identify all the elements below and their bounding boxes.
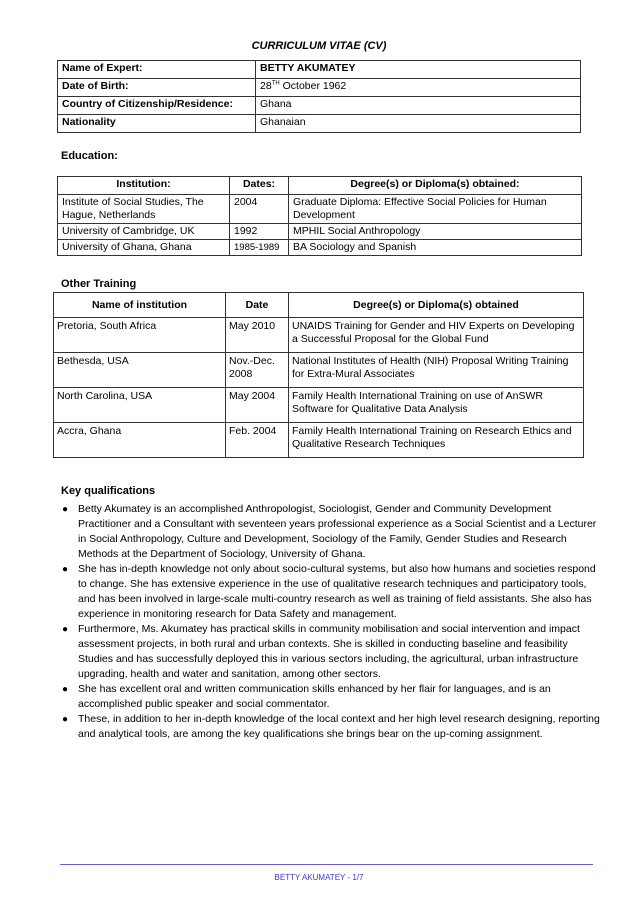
education-table	[57, 176, 582, 256]
document-title: CURRICULUM VITAE (CV)	[251, 40, 387, 52]
table-cell: Pretoria, South Africa	[54, 318, 226, 353]
name-value: BETTY AKUMATEY	[256, 61, 581, 79]
table-cell: MPHIL Social Anthropology	[289, 224, 582, 240]
list-item	[60, 682, 600, 712]
training-table	[53, 292, 584, 458]
column-header: Date	[226, 293, 289, 318]
list-item-text: These, in addition to her in-depth knowledge of the local context and her high level research designing, reporting and analytical tools, are among the key qualifications she brings bear on the up-coming assignment.	[78, 713, 600, 740]
table-cell: Institute of Social Studies, The Hague, Netherlands	[58, 195, 230, 224]
list-item-text: She has in-depth knowledge not only about socio-cultural systems, but also how humans and societies respond to change. She has extensive experience in the use of qualitative research techniques and participatory tools, and has been involved in large-scale multi-country research as well as training of field assistants. She also has experience in monitoring research for Data Safety and management.	[78, 563, 596, 620]
dob-suffix: TH	[271, 80, 280, 87]
table-row	[54, 353, 584, 388]
list-item	[60, 712, 600, 742]
table-header-row	[58, 177, 582, 195]
bullet-icon: ●	[62, 714, 69, 725]
table-cell: May 2010	[226, 318, 289, 353]
list-item	[60, 622, 600, 682]
table-row	[58, 115, 581, 133]
table-row	[58, 195, 582, 224]
page-footer: BETTY AKUMATEY - 1/7	[274, 873, 364, 882]
name-label: Name of Expert:	[58, 61, 256, 79]
table-row	[58, 97, 581, 115]
table-row	[54, 423, 584, 458]
table-cell: May 2004	[226, 388, 289, 423]
qualifications-heading: Key qualifications	[61, 485, 156, 497]
table-cell: Family Health International Training on Research Ethics and Qualitative Research Techniques	[289, 423, 584, 458]
dob-value	[256, 79, 581, 97]
column-header: Dates:	[230, 177, 289, 195]
bullet-icon: ●	[62, 624, 69, 635]
nationality-label: Nationality	[58, 115, 256, 133]
citizenship-value: Ghana	[256, 97, 581, 115]
table-cell: 1985-1989	[230, 240, 289, 256]
table-cell: UNAIDS Training for Gender and HIV Experts on Developing a Successful Proposal for the Global Fund	[289, 318, 584, 353]
column-header: Degree(s) or Diploma(s) obtained	[289, 293, 584, 318]
column-header: Name of institution	[54, 293, 226, 318]
list-item-text: Betty Akumatey is an accomplished Anthropologist, Sociologist, Gender and Community Development Practitioner and a Consultant with seventeen years professional experience as a Social Scientist and a Lecturer in Social Anthropology, Culture and Development, Sociology of the Family, Gender Studies and Research Methods at the Department of Sociology, University of Ghana.	[78, 503, 597, 560]
bullet-icon: ●	[62, 504, 69, 515]
education-heading: Education:	[61, 150, 118, 162]
table-cell: North Carolina, USA	[54, 388, 226, 423]
column-header: Degree(s) or Diploma(s) obtained:	[289, 177, 582, 195]
table-cell: Family Health International Training on use of AnSWR Software for Qualitative Data Analysis	[289, 388, 584, 423]
list-item-text: Furthermore, Ms. Akumatey has practical skills in community mobilisation and social intervention and impact assessment projects, in both rural and urban contexts. She is skilled in conducting baseline and feasibility Studies and has successfully deployed this in various sectors including, the agricultural, urban infrastructure upgrading, health and water and sanitation, among other sectors.	[78, 623, 580, 680]
table-row	[58, 61, 581, 79]
bullet-icon: ●	[62, 684, 69, 695]
table-cell: University of Cambridge, UK	[58, 224, 230, 240]
table-cell: University of Ghana, Ghana	[58, 240, 230, 256]
nationality-value: Ghanaian	[256, 115, 581, 133]
table-cell: Feb. 2004	[226, 423, 289, 458]
table-cell: Nov.-Dec. 2008	[226, 353, 289, 388]
column-header: Institution:	[58, 177, 230, 195]
table-cell: Graduate Diploma: Effective Social Policies for Human Development	[289, 195, 582, 224]
table-row	[58, 240, 582, 256]
table-cell: Bethesda, USA	[54, 353, 226, 388]
table-cell: 2004	[230, 195, 289, 224]
citizenship-label: Country of Citizenship/Residence:	[58, 97, 256, 115]
list-item	[60, 502, 600, 562]
table-cell: Accra, Ghana	[54, 423, 226, 458]
footer-divider	[60, 864, 593, 865]
dob-rest: October 1962	[279, 80, 347, 92]
table-row	[54, 318, 584, 353]
table-cell: BA Sociology and Spanish	[289, 240, 582, 256]
dob-label: Date of Birth:	[58, 79, 256, 97]
table-row	[54, 388, 584, 423]
table-row	[58, 79, 581, 97]
table-cell: National Institutes of Health (NIH) Proposal Writing Training for Extra-Mural Associates	[289, 353, 584, 388]
list-item-text: She has excellent oral and written communication skills enhanced by her flair for languages, and is an accomplished public speaker and social commentator.	[78, 683, 551, 710]
table-row	[58, 224, 582, 240]
bullet-icon: ●	[62, 564, 69, 575]
list-item	[60, 562, 600, 622]
training-heading: Other Training	[61, 278, 137, 290]
table-cell: 1992	[230, 224, 289, 240]
dob-day: 28	[260, 80, 272, 92]
table-header-row	[54, 293, 584, 318]
qualifications-list	[60, 502, 600, 742]
personal-details-table	[57, 60, 581, 133]
